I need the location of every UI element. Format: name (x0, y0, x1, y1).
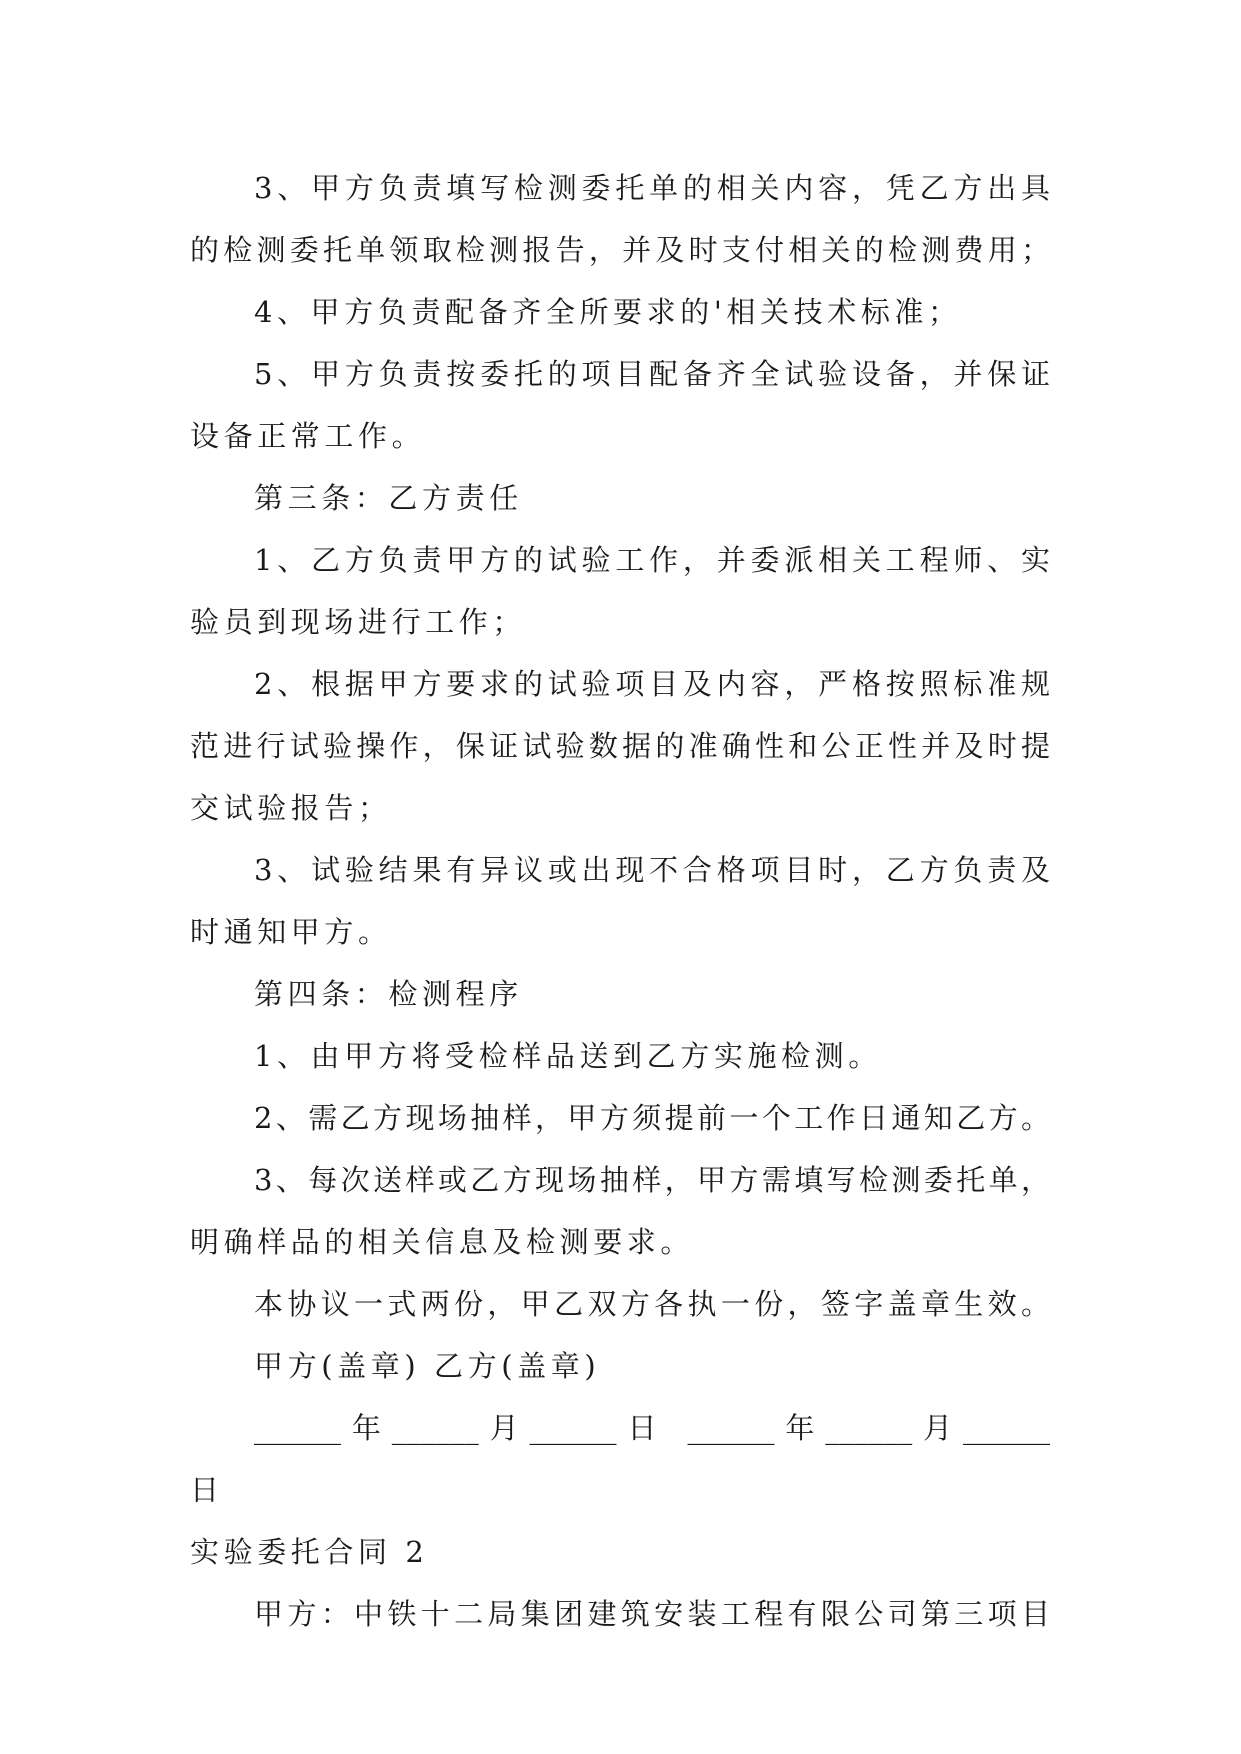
paragraph-line: 3、试验结果有异议或出现不合格项目时，乙方负责及 (254, 853, 1050, 887)
paragraph-line: 5、甲方负责按委托的项目配备齐全试验设备，并保证 (254, 357, 1050, 391)
paragraph-line: 4、甲方负责配备齐全所要求的'相关技术标准； (254, 295, 962, 329)
paragraph-line: 2、根据甲方要求的试验项目及内容，严格按照标准规 (254, 667, 1050, 701)
party-a-line: 甲方：中铁十二局集团建筑安装工程有限公司第三项目 (254, 1597, 1050, 1631)
paragraph-line: 3、甲方负责填写检测委托单的相关内容，凭乙方出具 (254, 171, 1050, 205)
paragraph-line: 本协议一式两份，甲乙双方各执一份，签字盖章生效。 (254, 1287, 1050, 1321)
document-title: 实验委托合同 2 (190, 1535, 429, 1569)
date-line: 日 (190, 1473, 224, 1507)
paragraph-line: 的检测委托单领取检测报告，并及时支付相关的检测费用； (190, 233, 1050, 267)
document-page (190, 157, 1050, 1645)
section-heading: 第四条：检测程序 (254, 977, 523, 1011)
date-line: ______年______月______日 ______年______月______ (254, 1411, 1050, 1445)
paragraph-line: 交试验报告； (190, 791, 392, 825)
paragraph-line: 验员到现场进行工作； (190, 605, 527, 639)
paragraph-line: 时通知甲方。 (190, 915, 392, 949)
paragraph-line: 3、每次送样或乙方现场抽样，甲方需填写检测委托单， (254, 1163, 1050, 1197)
paragraph-line: 1、由甲方将受检样品送到乙方实施检测。 (254, 1039, 882, 1073)
paragraph-line: 明确样品的相关信息及检测要求。 (190, 1225, 695, 1259)
paragraph-line: 范进行试验操作，保证试验数据的准确性和公正性并及时提 (190, 729, 1050, 763)
signature-line: 甲方(盖章) 乙方(盖章) (254, 1349, 601, 1383)
section-heading: 第三条：乙方责任 (254, 481, 523, 515)
paragraph-line: 1、乙方负责甲方的试验工作，并委派相关工程师、实 (254, 543, 1050, 577)
paragraph-line: 2、需乙方现场抽样，甲方须提前一个工作日通知乙方。 (254, 1101, 1050, 1135)
paragraph-line: 设备正常工作。 (190, 419, 426, 453)
